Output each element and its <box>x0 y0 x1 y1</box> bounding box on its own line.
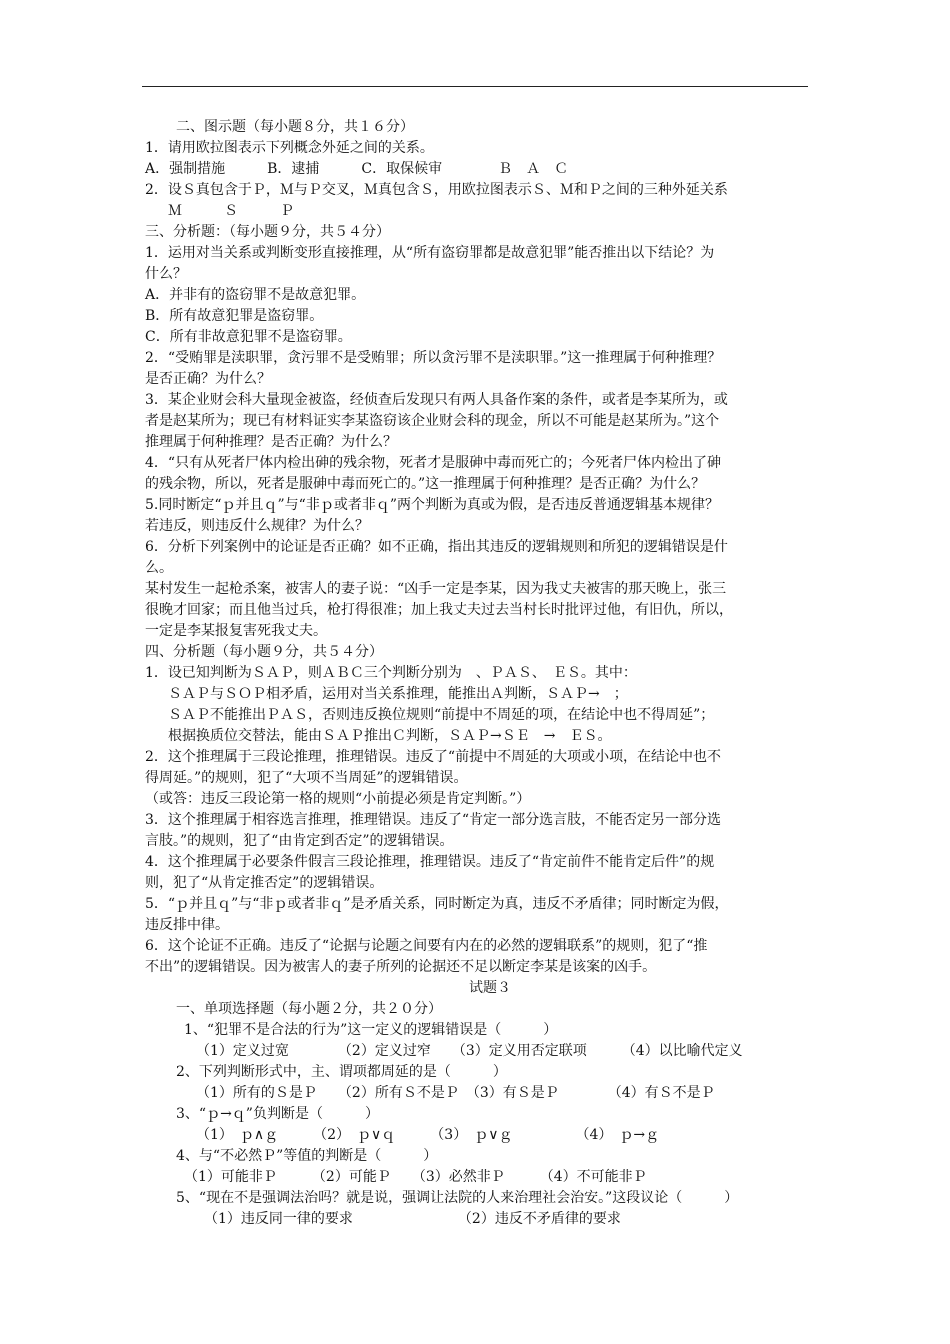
choice-question: 5、“现在不是强调法治吗？就是说，强调让法院的人来治理社会治安。”这段议论（ ） <box>176 1190 739 1206</box>
choice-options: （1）可能非Ｐ （2）可能Ｐ （3）必然非Ｐ （4）不可能非Ｐ <box>184 1169 647 1185</box>
question-text: 2．设Ｓ真包含于Ｐ，Ｍ与Ｐ交叉，Ｍ真包含Ｓ，用欧拉图表示Ｓ、Ｍ和Ｐ之间的三种外延关系 <box>145 182 728 198</box>
choice-options: （1）所有的Ｓ是Ｐ （2）所有Ｓ不是Ｐ （3）有Ｓ是Ｐ （4）有Ｓ不是Ｐ <box>196 1085 715 1101</box>
answer-text: ＳＡＰ与ＳＯＰ相矛盾，运用对当关系推理，能推出Ａ判断，ＳＡＰ→ ； <box>168 686 628 702</box>
question-text: 推理属于何种推理？是否正确？为什么？ <box>145 434 397 450</box>
answer-text: 不出”的逻辑错误。因为被害人的妻子所列的论据还不足以断定李某是该案的凶手。 <box>145 959 657 975</box>
answer-text: 言肢。”的规则，犯了“由肯定到否定”的逻辑错误。 <box>145 833 454 849</box>
answer-text: 5．“ｐ并且ｑ”与“非ｐ或者非ｑ”是矛盾关系，同时断定为真，违反不矛盾律；同时断定为假， <box>145 896 729 912</box>
answer-text: 根据换质位交替法，能由ＳＡＰ推出Ｃ判断，ＳＡＰ→ＳＥ → ＥＳ。 <box>168 728 612 744</box>
answer-text: 违反排中律。 <box>145 917 229 933</box>
choice-question: 1、“犯罪不是合法的行为”这一定义的逻辑错误是（ ） <box>184 1022 558 1038</box>
choice-options: （1）定义过宽 （2）定义过窄 （3）定义用否定联项 （4）以比喻代定义 <box>196 1043 743 1059</box>
question-text: 4．“只有从死者尸体内检出砷的残余物，死者才是服砷中毒而死亡的；今死者尸体内检出了砷 <box>145 455 722 471</box>
answer-text: 得周延。”的规则，犯了“大项不当周延”的逻辑错误。 <box>145 770 468 786</box>
choice-question: 3、“ｐ→ｑ”负判断是（ ） <box>176 1106 379 1122</box>
answer-text: ＳＡＰ不能推出ＰＡＳ，否则违反换位规则“前提中不周延的项，在结论中也不得周延”； <box>168 707 715 723</box>
section-heading-diagram: 二、图示题（每小题８分，共１６分） <box>176 119 414 135</box>
question-text: 什么？ <box>145 266 187 282</box>
case-text: 很晚才回家；而且他当过兵，枪打得很准；加上我丈夫过去当村长时批评过他，有旧仇，所以， <box>145 602 733 618</box>
question-text: 若违反，则违反什么规律？为什么？ <box>145 518 369 534</box>
section-heading-answers: 四、分析题（每小题９分，共５４分） <box>145 644 383 660</box>
section-heading-analysis: 三、分析题：（每小题９分，共５４分） <box>145 224 390 240</box>
question-text: 者是赵某所为；现已有材料证实李某盗窃该企业财会科的现金，所以不可能是赵某所为。”这个 <box>145 413 720 429</box>
choice-options: （1） ｐ∧ｇ （2） ｐ∨ｑ （3） ｐ∨ｇ （4） ｐ→ｇ <box>196 1127 660 1143</box>
question-text: 1．运用对当关系或判断变形直接推理，从“所有盗窃罪都是故意犯罪”能否推出以下结论？为 <box>145 245 715 261</box>
choice-question: 2、下列判断形式中，主、谓项都周延的是（ ） <box>176 1064 507 1080</box>
exam-title: 试题３ <box>469 980 511 996</box>
answer-text: （或答：违反三段论第一格的规则“小前提必须是肯定判断。”） <box>145 791 531 807</box>
answer-text: 2．这个推理属于三段论推理，推理错误。违反了“前提中不周延的大项或小项，在结论中也不 <box>145 749 722 765</box>
question-text: 1．请用欧拉图表示下列概念外延之间的关系。 <box>145 140 434 156</box>
question-text: 6．分析下列案例中的论证是否正确？如不正确，指出其违反的逻辑规则和所犯的逻辑错误是什 <box>145 539 728 555</box>
question-text: 是否正确？为什么？ <box>145 371 271 387</box>
diagram-labels: Ｍ Ｓ Ｐ <box>168 203 294 219</box>
answer-text: 6．这个论证不正确。违反了“论据与论题之间要有内在的必然的逻辑联系”的规则，犯了“推 <box>145 938 708 954</box>
choice-options: （1）违反同一律的要求 （2）违反不矛盾律的要求 <box>204 1211 621 1227</box>
answer-text: 1．设已知判断为ＳＡＰ，则ＡＢＣ三个判断分别为 、ＰＡＳ、 ＥＳ。其中： <box>145 665 637 681</box>
option-a: A．并非有的盗窃罪不是故意犯罪。 <box>145 287 366 303</box>
answer-text: 4．这个推理属于必要条件假言三段论推理，推理错误。违反了“肯定前件不能肯定后件”的规 <box>145 854 715 870</box>
answer-text: 则，犯了“从肯定推否定”的逻辑错误。 <box>145 875 384 891</box>
question-options: A．强制措施 B．逮捕 C．取保候审 Ｂ Ａ Ｃ <box>145 161 569 177</box>
case-text: 一定是李某报复害死我丈夫。 <box>145 623 327 639</box>
question-text: 的残余物，所以，死者是服砷中毒而死亡的。”这一推理属于何种推理？是否正确？为什么？ <box>145 476 706 492</box>
section-heading-choice: 一、单项选择题（每小题２分，共２０分） <box>176 1001 442 1017</box>
question-text: 2．“受贿罪是渎职罪，贪污罪不是受贿罪；所以贪污罪不是渎职罪。”这一推理属于何种推理？ <box>145 350 722 366</box>
question-text: 5.同时断定“ｐ并且ｑ”与“非ｐ或者非ｑ”两个判断为真或为假，是否违反普通逻辑基本规律？ <box>145 497 719 513</box>
header-rule <box>142 86 808 87</box>
question-text: 3．某企业财会科大量现金被盗，经侦查后发现只有两人具备作案的条件，或者是李某所为，或 <box>145 392 728 408</box>
option-b: B．所有故意犯罪是盗窃罪。 <box>145 308 324 324</box>
question-text: 么。 <box>145 560 173 576</box>
option-c: C．所有非故意犯罪不是盗窃罪。 <box>145 329 352 345</box>
case-text: 某村发生一起枪杀案，被害人的妻子说：“凶手一定是李某，因为我丈夫被害的那天晚上，张三 <box>145 581 727 597</box>
choice-question: 4、与“不必然Ｐ”等值的判断是（ ） <box>176 1148 438 1164</box>
answer-text: 3．这个推理属于相容选言推理，推理错误。违反了“肯定一部分选言肢，不能否定另一部分选 <box>145 812 722 828</box>
